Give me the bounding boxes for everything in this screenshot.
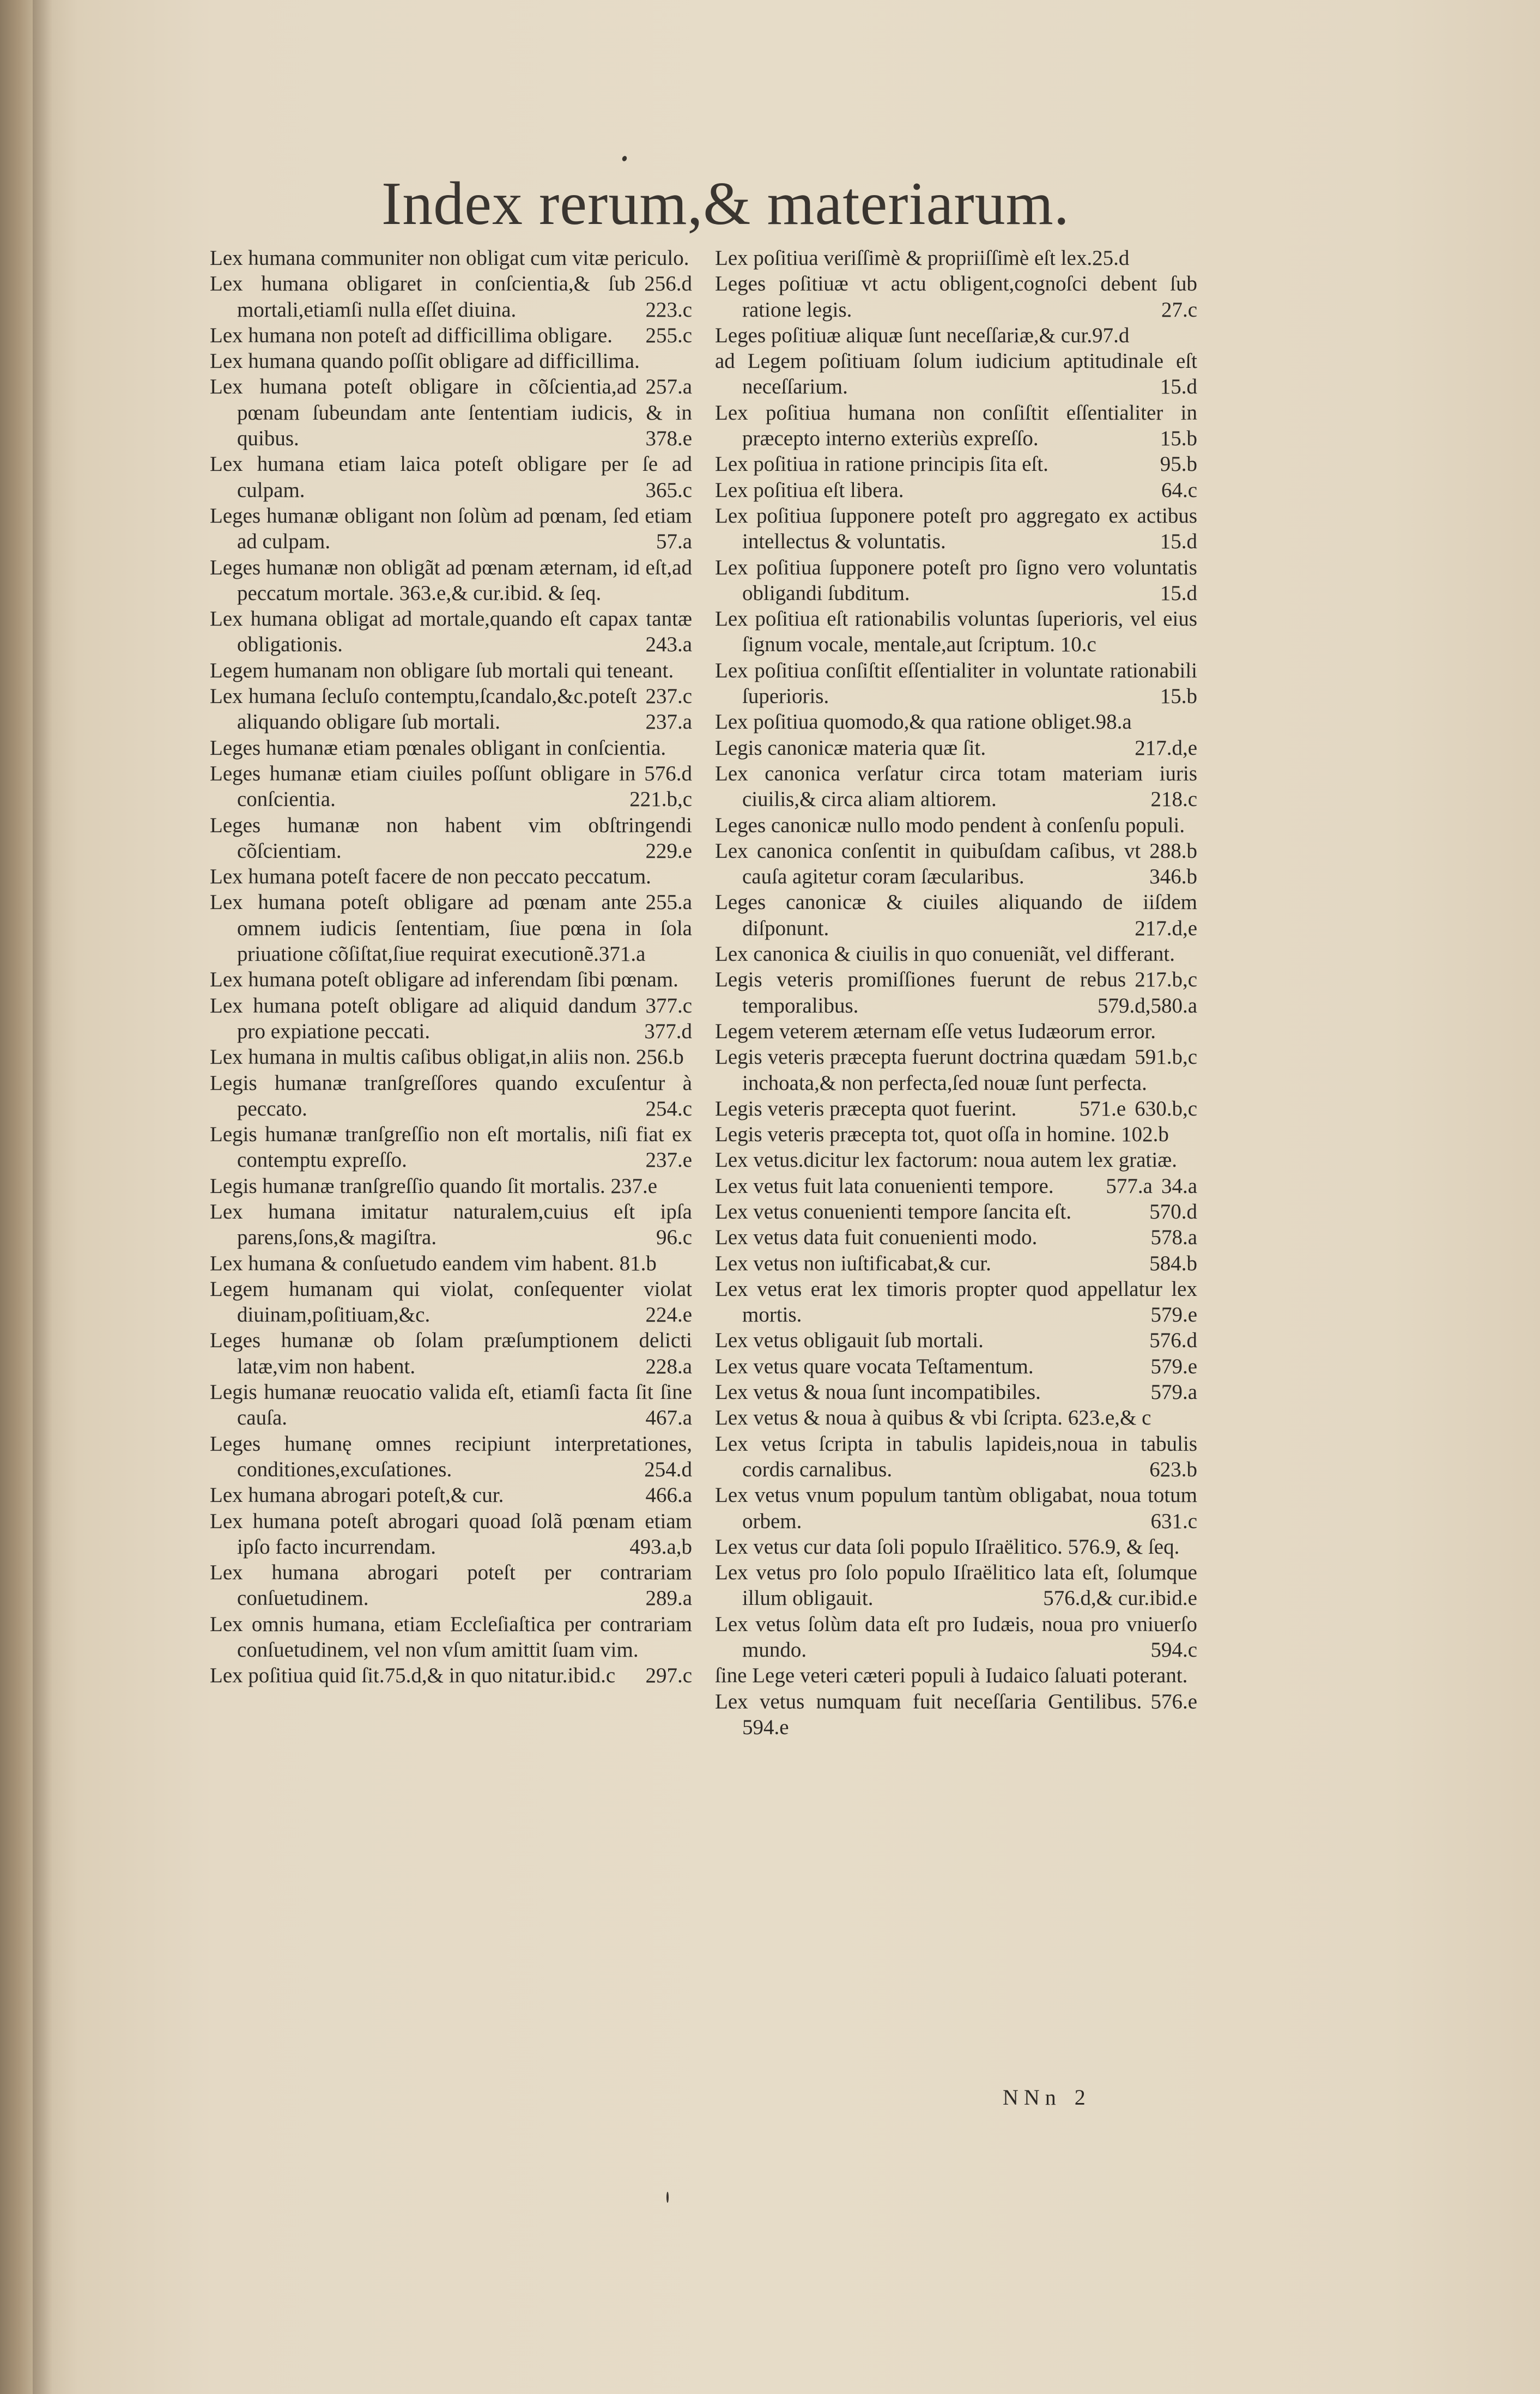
page-reference: 297.c [645,1664,692,1688]
page-reference: 217.d,e [1135,736,1197,760]
entry-text: Lex humana etiam laica poteſt obligare per ſe ad culpam. [210,452,692,502]
page-reference: 579.d,580.a [1097,993,1197,1017]
index-entry [210,1431,692,1483]
index-entry [210,993,692,1045]
entry-text: Lex humana quando poſſit obligare ad difficillima. [210,349,640,373]
page-reference: 467.a [645,1406,692,1430]
entry-text: Legis humanæ reuocatio valida eſt, etiamſi facta ſit ſine cauſa. [210,1380,692,1430]
entry-text: Lex vetus quare vocata Teſtamentum. [715,1354,1034,1378]
page-reference: 623.b [1149,1457,1197,1481]
entry-text: Legem humanam qui violat, conſequenter violat diuinam,poſitiuam,&c. [210,1277,692,1327]
index-column-right [715,245,1197,1740]
page-reference: 579.e [1150,1354,1197,1378]
index-entry [210,967,692,1017]
index-entry [715,1019,1197,1069]
entry-text: Lex omnis humana, etiam Eccleſiaſtica per contrariam conſuetudinem, vel non vſum amittit ſuam vim. [210,1612,692,1662]
page-reference: 228.a [645,1354,692,1378]
page-reference: 579.e [1150,1303,1197,1327]
page-reference: 96.c [656,1226,692,1250]
index-entry [715,1122,1197,1147]
page-reference: 256.d [644,272,692,296]
page-reference: 257.a [645,375,692,399]
index-entry [210,1560,692,1611]
entry-text: Lex humana abrogari poteſt per contrariam conſuetudinem. [210,1561,692,1610]
entry-text: Lex humana poteſt abrogari quoad ſolã pœnam etiam ipſo facto incurrendam. [210,1509,692,1559]
entry-text: Legis veteris præcepta quot fuerint. [715,1096,1017,1120]
index-entry [210,761,692,813]
page-reference: 288.b [1149,839,1197,863]
page-reference: 365.c [645,478,692,502]
entry-text: Lex vetus obligauit ſub mortali. [715,1329,984,1353]
index-entry [715,606,1197,658]
entry-text: Lex humana non poteſt ad difficillima obligare. [210,323,613,347]
entry-text: Leges humanę omnes recipiunt interpretationes, conditiones,excuſationes. [210,1432,692,1481]
entry-text: Lex vetus pro ſolo populo Iſraëlitico lata eſt, ſolumque illum obligauit. [715,1561,1197,1610]
index-entry [210,1070,692,1122]
entry-text: Lex humana obligaret in conſcientia,& ſub mortali,etiamſi nulla eſſet diuina. [210,272,636,322]
index-entry [210,864,692,914]
entry-text: Legis canonicæ materia quæ ſit. [715,736,986,760]
index-entry [715,1560,1197,1611]
entry-text: Legis veteris præcepta tot, quot oſſa in homine. 102.b [715,1123,1169,1147]
index-entry [715,555,1197,607]
entry-text: Lex humana poteſt obligare ad inferendam ſibi pœnam. [210,968,678,992]
index-entry [715,1173,1197,1199]
index-entry [715,967,1197,1019]
index-entry [715,1328,1197,1353]
entry-text: Lex humana poteſt obligare ad aliquid dandum pro expiatione peccati. [210,993,637,1043]
page-reference: 95.b [1160,452,1197,476]
index-entry [715,1199,1197,1225]
page-reference: 223.c [645,298,692,322]
index-entry [210,245,692,296]
entry-text: Leges humanæ non obligãt ad pœnam æternam, id eſt,ad peccatum mortale. 363.e,& cur.ibid. & ſeq. [210,555,692,605]
entry-text: Lex poſitiua veriſſimè & propriiſſimè eſt lex.25.d [715,246,1130,270]
index-entry [210,555,692,607]
index-entry [210,1044,692,1070]
entry-text: Legis veteris promiſſiones fuerunt de rebus temporalibus. [715,968,1126,1017]
page-reference: 571.e [1079,1096,1126,1120]
entry-text: Lex humana ſecluſo contemptu,ſcandalo,&c.poteſt aliquando obligare ſub mortali. [210,684,637,734]
index-entry [210,503,692,555]
entry-text: Lex vetus conuenienti tempore ſancita eſt. [715,1199,1072,1223]
entry-text: Lex humana poteſt facere de non peccato peccatum. [210,865,651,889]
page-reference: 289.a [645,1586,692,1610]
entry-text: Lex vetus.dicitur lex factorum: noua autem lex gratiæ. [715,1148,1177,1172]
index-entry [715,400,1197,452]
page-reference: 378.e [645,427,692,451]
index-entry [210,1251,692,1276]
index-entry [210,889,692,967]
index-entry [715,1663,1197,1713]
page-reference: 377.c [645,993,692,1017]
book-spine [0,0,33,2394]
page-reference: 466.a [645,1483,692,1507]
index-entry [210,1482,692,1508]
entry-text: Leges humanæ etiam ciuiles poſſunt obligare in conſcientia. [210,761,636,811]
page-reference: 15.d [1160,530,1197,554]
entry-text: Lex vetus numquam fuit neceſſaria Gentilibus. 594.e [715,1689,1142,1739]
index-entry [210,683,692,735]
page-reference: 493.a,b [629,1535,692,1559]
page-reference: 229.e [645,839,692,863]
entry-text: Lex poſitiua quomodo,& qua ratione obliget.98.a [715,710,1132,734]
index-entry [715,477,1197,503]
index-entry [210,1379,692,1431]
entry-text: Lex humana communiter non obligat cum vitæ periculo. [210,246,689,270]
entry-text: Lex humana & conſuetudo eandem vim habent. 81.b [210,1251,657,1275]
page-reference: 237.e [645,1148,692,1172]
page-reference: 255.a [645,890,692,914]
entry-text: Leges poſitiuæ aliquæ ſunt neceſſariæ,& cur.97.d [715,323,1130,347]
entry-text: Lex canonica conſentit in quibuſdam caſibus, vt cauſa agitetur coram ſæcularibus. [715,839,1141,889]
signature-mark [1003,2084,1091,2110]
entry-text: Legis humanæ tranſgreſſores quando excuſentur à peccato. [210,1071,692,1120]
page-reference: 578.a [1150,1226,1197,1250]
index-entry [210,348,692,399]
entry-text: Lex humana imitatur naturalem,cuius eſt ipſa parens,ſons,& magiſtra. [210,1199,692,1250]
page-reference: 221.b,c [629,787,692,811]
entry-text: Legem humanam non obligare ſub mortali qui teneant. [210,658,674,682]
index-entry [715,1405,1197,1431]
entry-text: Lex poſitiua ſupponere poteſt pro ſigno vero voluntatis obligandi ſubditum. [715,555,1197,605]
index-entry [715,1611,1197,1663]
page-reference: 243.a [645,633,692,657]
entry-text: Lex vetus cur data ſoli populo Iſraëlitico. 576.9, & ſeq. [715,1535,1180,1559]
page-reference: 64.c [1161,478,1197,502]
index-entry [715,838,1197,890]
page-reference: 237.c [645,684,692,708]
page-reference: 217.d,e [1135,916,1197,940]
entry-text: Lex humana poteſt obligare ad pœnam ante omnem iudicis ſententiam, ſiue pœna in ſola priuatione cõſiſtat,ſiue requirat executionẽ.371.a [210,890,692,966]
entry-text: Legis veteris præcepta fuerunt doctrina quædam inchoata,& non perfecta,ſed nouæ ſunt perfecta. [715,1045,1147,1095]
entry-text: Lex humana in multis caſibus obligat,in aliis non. 256.b [210,1045,684,1069]
index-entry [715,709,1197,735]
index-entry [210,606,692,658]
entry-text: Lex vetus erat lex timoris propter quod appellatur lex mortis. [715,1277,1197,1327]
entry-text: Legem veterem æternam eſſe vetus Iudæorum error. [715,1019,1156,1043]
index-entry [210,1199,692,1251]
entry-text: Leges canonicæ & ciuiles aliquando de iiſdem diſponunt. [715,890,1197,940]
index-entry [210,1508,692,1560]
page-reference: 576.e [1150,1689,1197,1713]
page-fold-shadow [33,0,52,2394]
index-entry [210,813,692,864]
entry-text: ad Legem poſitiuam ſolum iudicium aptitudinale eſt neceſſarium. [715,349,1197,399]
index-entry [715,271,1197,323]
page-reference: 34.a [1161,1174,1197,1198]
page-reference: 254.d [644,1457,692,1481]
page-reference: 377.d [644,1019,692,1043]
page-reference: 570.d [1149,1199,1197,1223]
page-reference: 15.d [1160,581,1197,605]
index-entry [210,374,692,451]
entry-text: Lex canonica & ciuilis in quo conueniãt, vel differant. [715,942,1175,966]
entry-text: Leges poſitiuæ vt actu obligent,cognoſci debent ſub ratione legis. [715,272,1197,322]
entry-text: Lex humana poteſt obligare in cõſcientia,ad pœnam ſubeundam ante ſententiam iudicis, & in quibus. [210,375,692,451]
entry-text: Leges humanæ obligant non ſolùm ad pœnam, ſed etiam ad culpam. [210,504,692,554]
page-reference: 576.d [1149,1329,1197,1353]
index-entry [715,941,1197,992]
entry-text: Lex poſitiua in ratione principis ſita eſt. [715,452,1048,476]
entry-text: Lex canonica verſatur circa totam materiam iuris ciuilis,& circa aliam altiorem. [715,761,1197,811]
index-entry [715,503,1197,555]
entry-text: Lex poſitiua humana non conſiſtit eſſentialiter in præcepto interno exteriùs expreſſo. [715,401,1197,451]
entry-text: Lex vetus & noua à quibus & vbi ſcripta. 623.e,& c [715,1406,1151,1430]
index-entry [210,323,692,348]
index-entry [715,1689,1197,1741]
page-reference: 218.c [1150,787,1197,811]
entry-text: Leges humanæ ob ſolam præſumptionem delicti latæ,vim non habent. [210,1329,692,1378]
page-reference: 255.c [645,323,692,347]
entry-text: Legis humanæ tranſgreſſio non eſt mortalis, niſi fiat ex contemptu expreſſo. [210,1123,692,1172]
entry-text: Leges humanæ etiam pœnales obligant in conſcientia. [210,736,666,760]
entry-text: Leges canonicæ nullo modo pendent à conſenſu populi. [715,813,1185,837]
entry-text: Lex vetus & noua ſunt incompatibiles. [715,1380,1041,1404]
index-entry [210,735,692,785]
index-entry [210,1276,692,1328]
entry-text: Legis humanæ tranſgreſſio quando ſit mortalis. 237.e [210,1174,658,1198]
ink-mark [666,2192,669,2203]
index-entry [715,1379,1197,1405]
page-reference: 576.d [644,761,692,785]
index-entry [715,1276,1197,1328]
index-entry [715,323,1197,348]
page-reference: 57.a [656,530,692,554]
index-column-left [210,245,692,1689]
index-entry [715,245,1197,271]
index-entry [210,271,692,323]
index-entry [715,813,1197,863]
entry-text: ſine Lege veteri cæteri populi à Iudaico ſaluati poterant. [715,1664,1188,1688]
page-reference: 15.b [1160,684,1197,708]
entry-text: Lex humana obligat ad mortale,quando eſt capax tantæ obligationis. [210,607,692,657]
entry-text: Lex vetus ſolùm data eſt pro Iudæis, noua pro vniuerſo mundo. [715,1612,1197,1662]
page-reference: 237.a [645,710,692,734]
page-reference: 346.b [1149,865,1197,889]
entry-text: Lex poſitiua eſt rationabilis voluntas ſuperioris, vel eius ſignum vocale, mentale,aut ſcriptum. 10.c [715,607,1197,657]
index-entry [715,451,1197,477]
entry-text: Lex poſitiua conſiſtit eſſentialiter in voluntate rationabili ſuperioris. [715,658,1197,708]
index-entry [715,348,1197,400]
page-reference: 630.b,c [1135,1096,1197,1120]
page-reference: 217.b,c [1135,968,1197,992]
index-entry [715,1482,1197,1534]
index-entry [715,761,1197,813]
entry-text: Lex vetus ſcripta in tabulis lapideis,noua in tabulis cordis carnalibus. [715,1432,1197,1481]
entry-text: Leges humanæ non habent vim obſtringendi cõſcientiam. [210,813,692,863]
index-entry [210,1328,692,1379]
signature-letters: NNn [1003,2085,1062,2110]
index-entry [715,1096,1197,1122]
index-entry [210,1122,692,1173]
entry-text: Lex vetus data fuit conuenienti modo. [715,1226,1038,1250]
index-entry [715,1251,1197,1276]
page-reference: 594.c [1150,1638,1197,1662]
page-reference: 224.e [645,1303,692,1327]
index-entry [715,889,1197,941]
entry-text: Lex vetus non iuſtificabat,& cur. [715,1251,991,1275]
index-entry [715,1225,1197,1250]
page-reference: 15.d [1160,375,1197,399]
signature-number: 2 [1074,2085,1091,2110]
entry-text: Lex humana abrogari poteſt,& cur. [210,1483,504,1507]
index-entry [210,451,692,503]
page-reference: 576.d,& cur.ibid.e [1043,1586,1197,1610]
index-entry [715,1431,1197,1483]
index-entry [715,1354,1197,1379]
page-reference: 577.a [1106,1174,1153,1198]
index-entry [210,658,692,708]
index-entry [210,1663,692,1688]
entry-text: Lex poſitiua quid ſit.75.d,& in quo nitatur.ibid.c [210,1664,616,1688]
page-reference: 579.a [1150,1380,1197,1404]
page-title: Index rerum,& materiarum. [381,170,1070,238]
entry-text: Lex vetus vnum populum tantùm obligabat, noua totum orbem. [715,1483,1197,1533]
index-entry [715,735,1197,761]
page-reference: 591.b,c [1135,1045,1197,1069]
entry-text: Lex poſitiua ſupponere poteſt pro aggregato ex actibus intellectus & voluntatis. [715,504,1197,554]
page-reference: 584.b [1149,1251,1197,1275]
page-reference: 631.c [1150,1509,1197,1533]
entry-text: Lex vetus fuit lata conuenienti tempore. [715,1174,1054,1198]
index-entry [715,1534,1197,1560]
index-entry [715,658,1197,710]
page-reference: 27.c [1161,298,1197,322]
page-reference: 15.b [1160,427,1197,451]
index-entry [210,1173,692,1199]
entry-text: Lex poſitiua eſt libera. [715,478,904,502]
page-reference: 254.c [645,1096,692,1120]
